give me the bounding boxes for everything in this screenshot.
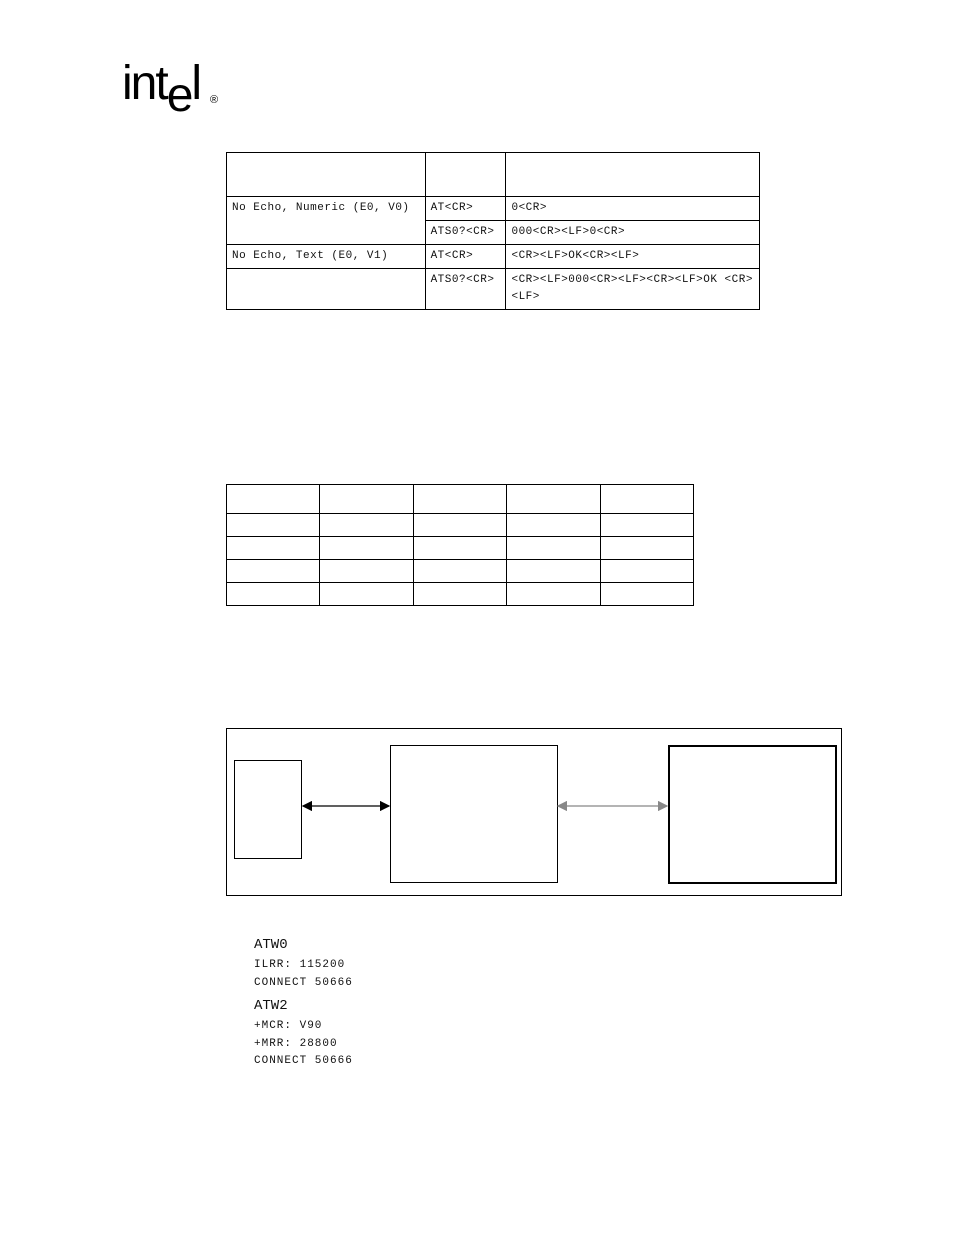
header-cell-mode (227, 153, 426, 197)
example-output (254, 936, 654, 1071)
command-cell: ATS0?<CR> (425, 221, 506, 245)
table-row (227, 514, 694, 537)
command-cell: ATS0?<CR> (425, 269, 506, 310)
table-cell (507, 514, 600, 537)
empty-table (226, 484, 694, 606)
table-cell (507, 485, 600, 514)
table-cell (320, 537, 413, 560)
example-command: ATW0 (254, 937, 288, 953)
diagram-connectors (227, 729, 841, 895)
table-header-row (227, 485, 694, 514)
table-cell (600, 583, 693, 606)
header-cell-command (425, 153, 506, 197)
table-cell (600, 514, 693, 537)
example-line: +MCR: V90 (254, 1020, 323, 1032)
table-row (227, 197, 760, 221)
table-cell (413, 560, 506, 583)
example-line: ILRR: 115200 (254, 959, 346, 971)
logo-wordmark: intel (122, 57, 201, 122)
example-line: +MRR: 28800 (254, 1037, 338, 1050)
table-cell (600, 537, 693, 560)
table-cell (600, 485, 693, 514)
response-table (226, 152, 760, 310)
table-cell (227, 560, 320, 583)
table-cell (320, 514, 413, 537)
table-row (227, 560, 694, 583)
mode-cell: No Echo, Text (E0, V1) (227, 245, 426, 269)
table-cell (320, 485, 413, 514)
table-cell (507, 583, 600, 606)
table-row (227, 537, 694, 560)
example-line: CONNECT 50666 (254, 1055, 353, 1067)
mode-cell: No Echo, Numeric (E0, V0) (227, 197, 426, 245)
table-row (227, 245, 760, 269)
response-cell: <CR><LF>000<CR><LF><CR><LF>OK <CR><LF> (506, 269, 760, 310)
response-cell: 0<CR> (506, 197, 760, 221)
table-cell (600, 560, 693, 583)
table-row (227, 269, 760, 310)
header-cell-response (506, 153, 760, 197)
example-command: ATW2 (254, 998, 288, 1014)
table-cell (413, 485, 506, 514)
table-header-row (227, 153, 760, 197)
response-cell: 000<CR><LF>0<CR> (506, 221, 760, 245)
table-cell (507, 560, 600, 583)
mode-cell (227, 269, 426, 310)
table-cell (227, 485, 320, 514)
table-cell (227, 514, 320, 537)
table-row (227, 583, 694, 606)
table-cell (227, 537, 320, 560)
table-cell (507, 537, 600, 560)
table-cell (413, 514, 506, 537)
registered-mark: ® (210, 94, 219, 106)
connection-diagram (226, 728, 842, 896)
command-cell: AT<CR> (425, 197, 506, 221)
table-cell (320, 560, 413, 583)
example-line: CONNECT 50666 (254, 976, 353, 989)
command-cell: AT<CR> (425, 245, 506, 269)
response-cell: <CR><LF>OK<CR><LF> (506, 245, 760, 269)
intel-logo (122, 57, 222, 122)
table-cell (227, 583, 320, 606)
table-cell (413, 537, 506, 560)
table-cell (413, 583, 506, 606)
table-cell (320, 583, 413, 606)
